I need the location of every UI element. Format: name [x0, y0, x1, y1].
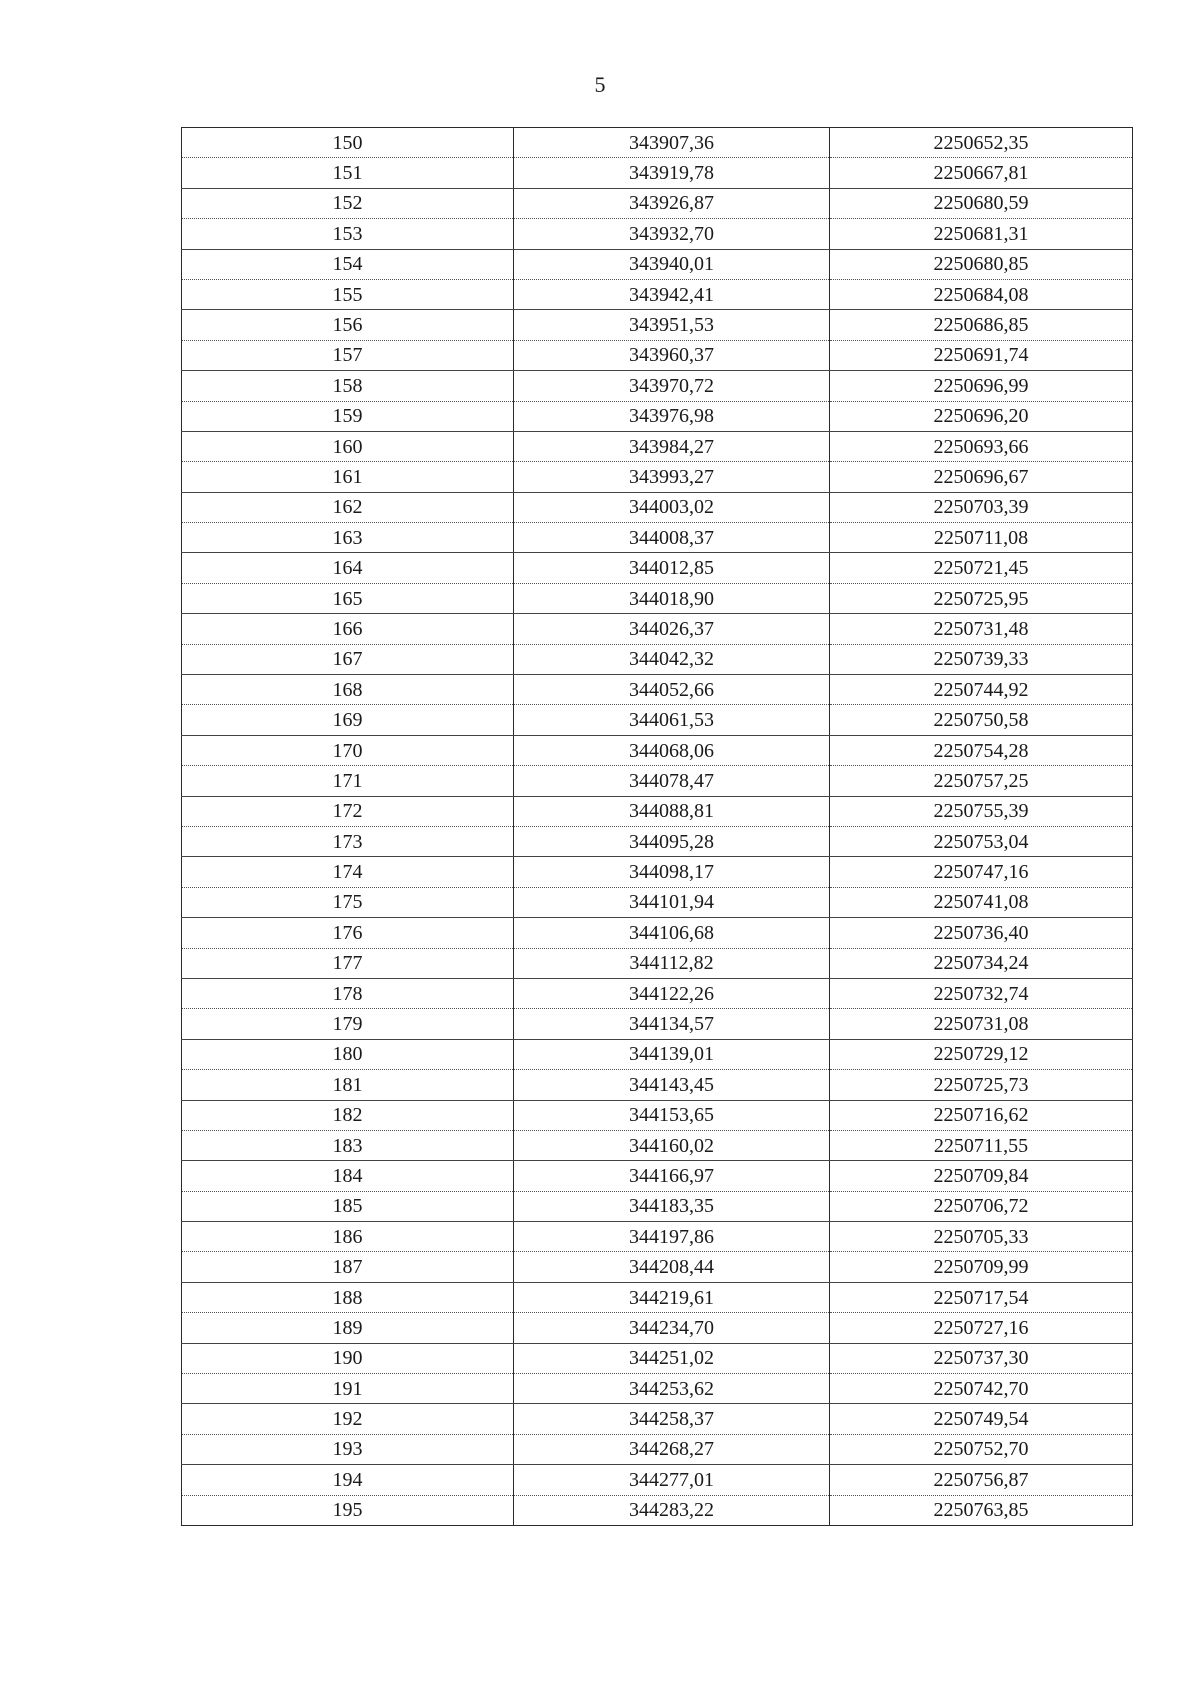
x-coordinate-cell: 343960,37 [514, 340, 830, 370]
y-coordinate-cell: 2250756,87 [830, 1465, 1133, 1495]
x-coordinate-cell: 344283,22 [514, 1495, 830, 1525]
point-number-cell: 179 [182, 1009, 514, 1039]
y-coordinate-cell: 2250680,59 [830, 188, 1133, 218]
y-coordinate-cell: 2250729,12 [830, 1039, 1133, 1069]
table-row [182, 1100, 1133, 1130]
table-row [182, 826, 1133, 856]
point-number-cell: 157 [182, 340, 514, 370]
x-coordinate-cell: 344208,44 [514, 1252, 830, 1282]
x-coordinate-cell: 344088,81 [514, 796, 830, 826]
x-coordinate-cell: 344026,37 [514, 614, 830, 644]
table-row [182, 1282, 1133, 1312]
table-row [182, 887, 1133, 917]
point-number-cell: 161 [182, 462, 514, 492]
table-row [182, 401, 1133, 431]
point-number-cell: 171 [182, 766, 514, 796]
point-number-cell: 192 [182, 1404, 514, 1434]
coordinates-table [181, 127, 1133, 1526]
y-coordinate-cell: 2250681,31 [830, 219, 1133, 249]
table-row [182, 1495, 1133, 1525]
x-coordinate-cell: 344122,26 [514, 978, 830, 1008]
point-number-cell: 155 [182, 279, 514, 309]
table-row [182, 1161, 1133, 1191]
page-number: 5 [594, 72, 606, 97]
table-row [182, 1343, 1133, 1373]
y-coordinate-cell: 2250725,95 [830, 583, 1133, 613]
table-row [182, 279, 1133, 309]
y-coordinate-cell: 2250736,40 [830, 918, 1133, 948]
x-coordinate-cell: 343919,78 [514, 158, 830, 188]
y-coordinate-cell: 2250737,30 [830, 1343, 1133, 1373]
x-coordinate-cell: 344251,02 [514, 1343, 830, 1373]
table-row [182, 188, 1133, 218]
x-coordinate-cell: 343951,53 [514, 310, 830, 340]
x-coordinate-cell: 344258,37 [514, 1404, 830, 1434]
table-row [182, 614, 1133, 644]
y-coordinate-cell: 2250721,45 [830, 553, 1133, 583]
y-coordinate-cell: 2250652,35 [830, 128, 1133, 158]
x-coordinate-cell: 344101,94 [514, 887, 830, 917]
point-number-cell: 189 [182, 1313, 514, 1343]
y-coordinate-cell: 2250691,74 [830, 340, 1133, 370]
point-number-cell: 190 [182, 1343, 514, 1373]
table-row [182, 340, 1133, 370]
point-number-cell: 177 [182, 948, 514, 978]
point-number-cell: 168 [182, 675, 514, 705]
table-row [182, 796, 1133, 826]
point-number-cell: 162 [182, 492, 514, 522]
y-coordinate-cell: 2250753,04 [830, 826, 1133, 856]
y-coordinate-cell: 2250750,58 [830, 705, 1133, 735]
y-coordinate-cell: 2250755,39 [830, 796, 1133, 826]
y-coordinate-cell: 2250706,72 [830, 1191, 1133, 1221]
table-row [182, 583, 1133, 613]
x-coordinate-cell: 343942,41 [514, 279, 830, 309]
table-row [182, 1130, 1133, 1160]
point-number-cell: 174 [182, 857, 514, 887]
x-coordinate-cell: 344160,02 [514, 1130, 830, 1160]
x-coordinate-cell: 344095,28 [514, 826, 830, 856]
y-coordinate-cell: 2250667,81 [830, 158, 1133, 188]
point-number-cell: 151 [182, 158, 514, 188]
point-number-cell: 163 [182, 523, 514, 553]
x-coordinate-cell: 344098,17 [514, 857, 830, 887]
y-coordinate-cell: 2250686,85 [830, 310, 1133, 340]
x-coordinate-cell: 344052,66 [514, 675, 830, 705]
x-coordinate-cell: 344061,53 [514, 705, 830, 735]
x-coordinate-cell: 344068,06 [514, 735, 830, 765]
table-row [182, 705, 1133, 735]
point-number-cell: 182 [182, 1100, 514, 1130]
point-number-cell: 164 [182, 553, 514, 583]
y-coordinate-cell: 2250731,08 [830, 1009, 1133, 1039]
y-coordinate-cell: 2250734,24 [830, 948, 1133, 978]
point-number-cell: 165 [182, 583, 514, 613]
y-coordinate-cell: 2250749,54 [830, 1404, 1133, 1434]
table-row [182, 1252, 1133, 1282]
point-number-cell: 150 [182, 128, 514, 158]
table-row [182, 492, 1133, 522]
y-coordinate-cell: 2250693,66 [830, 431, 1133, 461]
point-number-cell: 176 [182, 918, 514, 948]
y-coordinate-cell: 2250696,99 [830, 371, 1133, 401]
y-coordinate-cell: 2250711,08 [830, 523, 1133, 553]
point-number-cell: 184 [182, 1161, 514, 1191]
point-number-cell: 180 [182, 1039, 514, 1069]
y-coordinate-cell: 2250741,08 [830, 887, 1133, 917]
table-row [182, 1313, 1133, 1343]
x-coordinate-cell: 343940,01 [514, 249, 830, 279]
x-coordinate-cell: 344197,86 [514, 1222, 830, 1252]
point-number-cell: 181 [182, 1070, 514, 1100]
x-coordinate-cell: 343932,70 [514, 219, 830, 249]
y-coordinate-cell: 2250739,33 [830, 644, 1133, 674]
table-row [182, 431, 1133, 461]
y-coordinate-cell: 2250696,20 [830, 401, 1133, 431]
x-coordinate-cell: 344253,62 [514, 1374, 830, 1404]
x-coordinate-cell: 344003,02 [514, 492, 830, 522]
y-coordinate-cell: 2250709,99 [830, 1252, 1133, 1282]
x-coordinate-cell: 343926,87 [514, 188, 830, 218]
table-row [182, 1191, 1133, 1221]
table-row [182, 735, 1133, 765]
x-coordinate-cell: 344234,70 [514, 1313, 830, 1343]
point-number-cell: 185 [182, 1191, 514, 1221]
y-coordinate-cell: 2250754,28 [830, 735, 1133, 765]
table-row [182, 1039, 1133, 1069]
point-number-cell: 173 [182, 826, 514, 856]
table-row [182, 1374, 1133, 1404]
table-row [182, 1465, 1133, 1495]
table-row [182, 310, 1133, 340]
point-number-cell: 170 [182, 735, 514, 765]
point-number-cell: 156 [182, 310, 514, 340]
table-row [182, 158, 1133, 188]
table-row [182, 219, 1133, 249]
table-row [182, 371, 1133, 401]
y-coordinate-cell: 2250731,48 [830, 614, 1133, 644]
table-row [182, 1070, 1133, 1100]
point-number-cell: 167 [182, 644, 514, 674]
point-number-cell: 169 [182, 705, 514, 735]
table-row [182, 978, 1133, 1008]
table-row [182, 644, 1133, 674]
y-coordinate-cell: 2250725,73 [830, 1070, 1133, 1100]
x-coordinate-cell: 344166,97 [514, 1161, 830, 1191]
y-coordinate-cell: 2250747,16 [830, 857, 1133, 887]
point-number-cell: 195 [182, 1495, 514, 1525]
table-row [182, 553, 1133, 583]
x-coordinate-cell: 343976,98 [514, 401, 830, 431]
point-number-cell: 175 [182, 887, 514, 917]
x-coordinate-cell: 344042,32 [514, 644, 830, 674]
table-row [182, 918, 1133, 948]
x-coordinate-cell: 343907,36 [514, 128, 830, 158]
y-coordinate-cell: 2250763,85 [830, 1495, 1133, 1525]
point-number-cell: 188 [182, 1282, 514, 1312]
x-coordinate-cell: 344012,85 [514, 553, 830, 583]
point-number-cell: 160 [182, 431, 514, 461]
y-coordinate-cell: 2250727,16 [830, 1313, 1133, 1343]
x-coordinate-cell: 344106,68 [514, 918, 830, 948]
table-row [182, 766, 1133, 796]
point-number-cell: 187 [182, 1252, 514, 1282]
table-row [182, 1404, 1133, 1434]
y-coordinate-cell: 2250696,67 [830, 462, 1133, 492]
y-coordinate-cell: 2250684,08 [830, 279, 1133, 309]
y-coordinate-cell: 2250716,62 [830, 1100, 1133, 1130]
point-number-cell: 158 [182, 371, 514, 401]
x-coordinate-cell: 343984,27 [514, 431, 830, 461]
table-row [182, 1434, 1133, 1464]
y-coordinate-cell: 2250742,70 [830, 1374, 1133, 1404]
y-coordinate-cell: 2250757,25 [830, 766, 1133, 796]
table-row [182, 675, 1133, 705]
coordinates-table-body [182, 128, 1133, 1526]
point-number-cell: 172 [182, 796, 514, 826]
point-number-cell: 152 [182, 188, 514, 218]
x-coordinate-cell: 344268,27 [514, 1434, 830, 1464]
y-coordinate-cell: 2250711,55 [830, 1130, 1133, 1160]
x-coordinate-cell: 343970,72 [514, 371, 830, 401]
x-coordinate-cell: 344277,01 [514, 1465, 830, 1495]
x-coordinate-cell: 344183,35 [514, 1191, 830, 1221]
table-row [182, 857, 1133, 887]
table-row [182, 1222, 1133, 1252]
y-coordinate-cell: 2250752,70 [830, 1434, 1133, 1464]
point-number-cell: 166 [182, 614, 514, 644]
table-row [182, 1009, 1133, 1039]
table-row [182, 948, 1133, 978]
point-number-cell: 153 [182, 219, 514, 249]
x-coordinate-cell: 343993,27 [514, 462, 830, 492]
x-coordinate-cell: 344008,37 [514, 523, 830, 553]
table-row [182, 462, 1133, 492]
y-coordinate-cell: 2250732,74 [830, 978, 1133, 1008]
point-number-cell: 154 [182, 249, 514, 279]
point-number-cell: 178 [182, 978, 514, 1008]
point-number-cell: 194 [182, 1465, 514, 1495]
table-row [182, 523, 1133, 553]
y-coordinate-cell: 2250705,33 [830, 1222, 1133, 1252]
x-coordinate-cell: 344219,61 [514, 1282, 830, 1312]
x-coordinate-cell: 344018,90 [514, 583, 830, 613]
point-number-cell: 193 [182, 1434, 514, 1464]
x-coordinate-cell: 344078,47 [514, 766, 830, 796]
y-coordinate-cell: 2250709,84 [830, 1161, 1133, 1191]
table-row [182, 128, 1133, 158]
y-coordinate-cell: 2250703,39 [830, 492, 1133, 522]
y-coordinate-cell: 2250717,54 [830, 1282, 1133, 1312]
x-coordinate-cell: 344112,82 [514, 948, 830, 978]
y-coordinate-cell: 2250680,85 [830, 249, 1133, 279]
x-coordinate-cell: 344153,65 [514, 1100, 830, 1130]
x-coordinate-cell: 344134,57 [514, 1009, 830, 1039]
x-coordinate-cell: 344139,01 [514, 1039, 830, 1069]
x-coordinate-cell: 344143,45 [514, 1070, 830, 1100]
point-number-cell: 186 [182, 1222, 514, 1252]
table-row [182, 249, 1133, 279]
point-number-cell: 183 [182, 1130, 514, 1160]
y-coordinate-cell: 2250744,92 [830, 675, 1133, 705]
point-number-cell: 159 [182, 401, 514, 431]
point-number-cell: 191 [182, 1374, 514, 1404]
